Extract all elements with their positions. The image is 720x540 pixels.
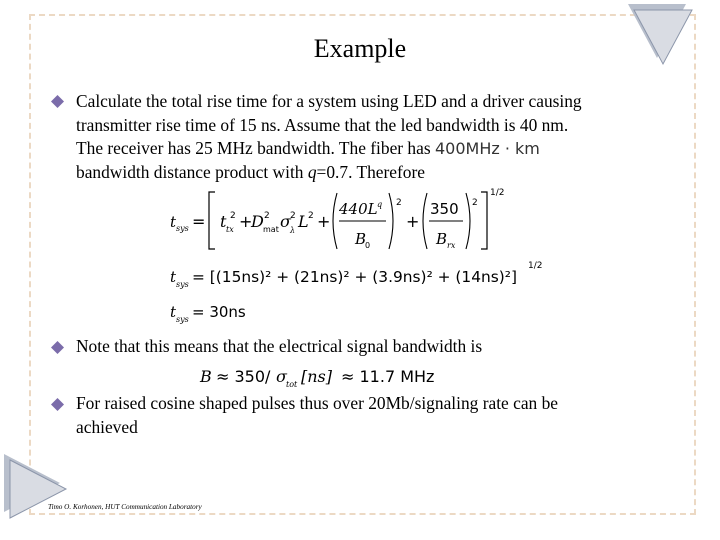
eq1-left-bracket <box>209 192 215 249</box>
eq1-num2: 350 <box>430 200 459 218</box>
eq4-approx1: ≈ 350/ <box>216 367 271 386</box>
diamond-bullet-icon <box>51 398 64 411</box>
eq1-l-exp: 2 <box>308 211 314 221</box>
bullet-1-line-3 <box>76 137 676 161</box>
eq3-lhs-sub: sys <box>176 315 189 324</box>
eq3-body: = 30ns <box>192 303 246 321</box>
eq1-half-exp: 1/2 <box>490 188 505 198</box>
eq4-b: B <box>200 367 212 386</box>
bullet-3-line-2: achieved <box>76 416 138 437</box>
slide-title: Example <box>313 34 407 63</box>
eq1-t: t <box>220 212 227 231</box>
eq1-den2: B <box>436 230 448 248</box>
eq4-approx2: ≈ 11.7 MHz <box>341 367 435 386</box>
eq1-paren-open-1 <box>333 193 337 249</box>
eq1-lhs-sub: sys <box>176 224 189 233</box>
eq1-lhs: t <box>170 213 177 231</box>
eq1-d-sub: mat <box>263 225 279 234</box>
eq2-body: = [(15ns)² + (21ns)² + (3.9ns)² + (14ns)²] <box>192 268 517 286</box>
eq1-plus-1: + <box>239 212 253 231</box>
bullet-2-text: Note that this means that the electrical signal bandwidth is <box>76 336 483 356</box>
bullet-1-line-4 <box>76 161 676 185</box>
eq1-paren-close-1 <box>389 193 393 249</box>
eq1-num1: 440L <box>339 200 378 218</box>
eq1-den1-sub: 0 <box>365 241 371 250</box>
eq2-lhs-sub: sys <box>176 280 189 289</box>
rise-time-values-equation <box>165 256 565 296</box>
eq1-paren-open-2 <box>423 193 427 249</box>
diamond-bullet-icon <box>51 341 64 354</box>
eq1-d-exp: 2 <box>264 211 270 221</box>
bullet-1-line-1: Calculate the total rise time for a system using LED and a driver causing <box>76 91 582 111</box>
bullet-3-text <box>76 392 676 439</box>
eq1-paren-close-2 <box>466 193 470 249</box>
bullet-1-line-4-tail: =0.7. Therefore <box>316 161 426 182</box>
eq1-equals: = <box>192 212 206 231</box>
eq1-sigma: σ <box>280 212 291 231</box>
eq1-num1-sup: q <box>377 200 383 209</box>
slide-footer: Timo O. Korhonen, HUT Communication Laboratory <box>48 503 202 511</box>
eq1-sigma-exp: 2 <box>290 211 296 221</box>
eq4-sigma: σ <box>276 367 287 386</box>
bullet-1-line-3-text: The receiver has 25 MHz bandwidth. The fiber has <box>76 138 431 158</box>
q-variable: q <box>307 161 317 182</box>
eq1-t-sub: tx <box>226 225 234 234</box>
eq1-right-bracket <box>481 192 487 249</box>
eq4-sigma-sub: tot <box>286 380 298 389</box>
eq1-l: L <box>298 212 309 231</box>
eq1-den2-sub: rx <box>447 241 456 250</box>
bullet-1-line-4-text: bandwidth distance product with <box>76 161 304 182</box>
eq2-half-exp: 1/2 <box>528 261 543 271</box>
bandwidth-distance-formula: 400MHz · km <box>434 139 540 158</box>
signal-bandwidth-equation <box>198 362 448 392</box>
eq4-bracket: [ns] <box>301 367 332 386</box>
eq1-paren-1-exp: 2 <box>396 198 402 208</box>
eq1-t-exp: 2 <box>230 211 236 221</box>
rise-time-result-equation <box>165 296 305 328</box>
bullet-3-line-1: For raised cosine shaped pulses thus over 20Mb/signaling rate can be <box>76 393 558 413</box>
eq2-lhs: t <box>170 268 177 286</box>
eq1-d: D <box>251 212 264 231</box>
eq1-paren-2-exp: 2 <box>472 198 478 208</box>
bullet-1-text <box>76 90 676 184</box>
eq1-plus-3: + <box>406 212 420 231</box>
eq1-plus-2: + <box>317 212 331 231</box>
diamond-bullet-icon <box>51 95 64 108</box>
eq1-den1: B <box>355 230 367 248</box>
rise-time-equation <box>165 185 545 257</box>
eq3-lhs: t <box>170 303 177 321</box>
bullet-1-line-2: transmitter rise time of 15 ns. Assume that the led bandwidth is 40 nm. <box>76 114 569 135</box>
eq1-sigma-sub: λ <box>290 226 296 235</box>
